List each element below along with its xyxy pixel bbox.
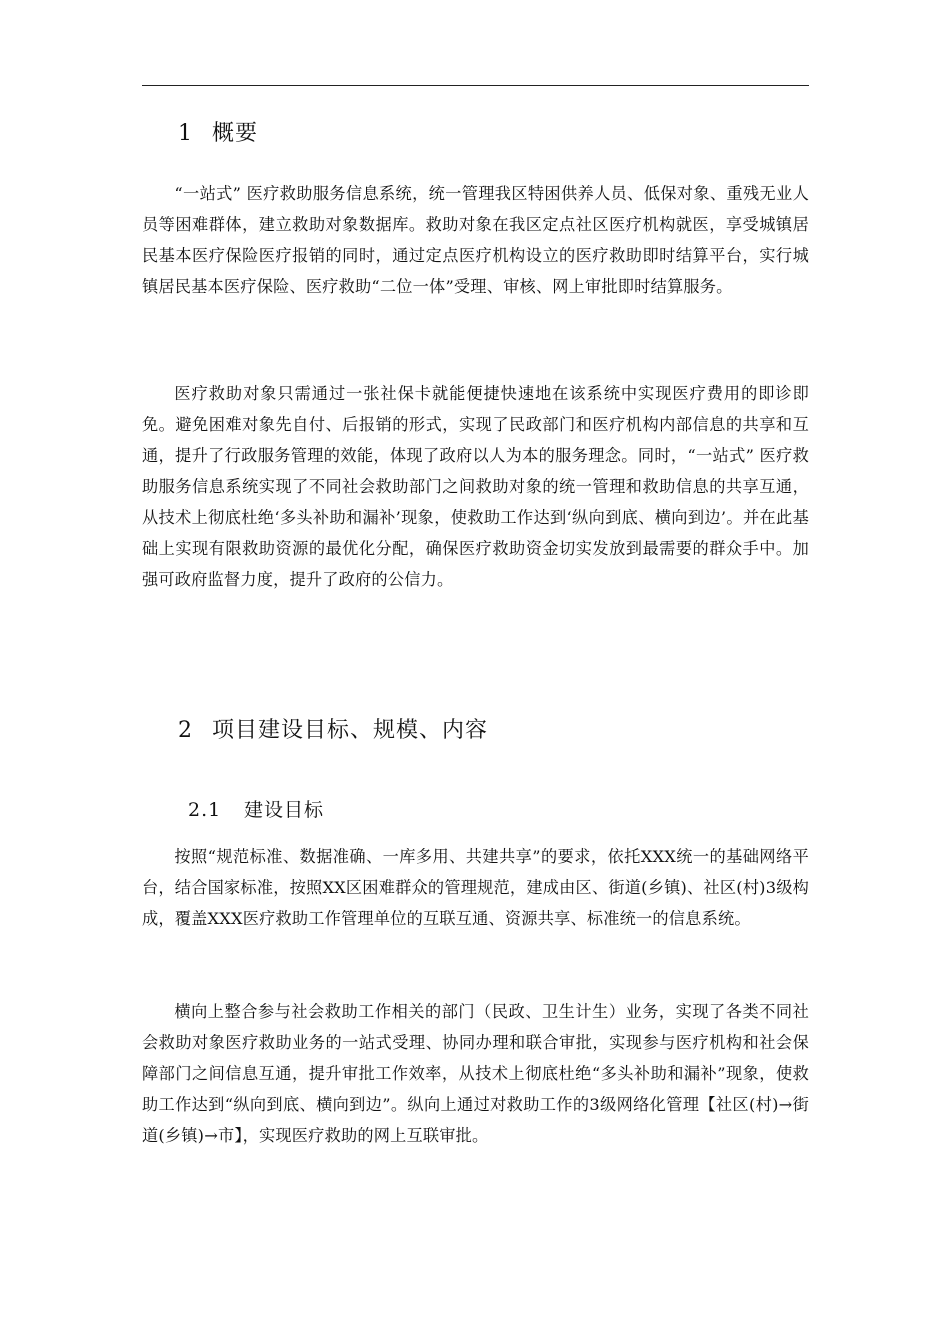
section-2-1-heading — [188, 796, 324, 824]
section-2-1-number: 2.1 — [188, 799, 222, 821]
section-1-title: 概要 — [212, 121, 259, 146]
section-1-paragraph-2: 医疗救助对象只需通过一张社保卡就能便捷快速地在该系统中实现医疗费用的即诊即免。避免困难对象先自付、后报销的形式，实现了民政部门和医疗机构内部信息的共享和互通，提升了行政服务管理的效能，体现了政府以人为本的服务理念。同时，“一站式” 医疗救助服务信息系统实现了不同社会救助部门之间救助对象的统一管理和救助信息的共享互通，从技术上彻底杜绝‘多头补助和漏补’现象，使救助工作达到‘纵向到底、横向到边’。并在此基础上实现有限救助资源的最优化分配，确保医疗救助资金切实发放到最需要的群众手中。加强可政府监督力度，提升了政府的公信力。 — [142, 384, 809, 589]
section-1-number: 1 — [178, 121, 193, 146]
section-2-1-paragraph-1: 按照“规范标准、数据准确、一库多用、共建共享”的要求，依托XXX统一的基础网络平台，结合国家标准，按照XX区困难群众的管理规范，建成由区、街道(乡镇)、社区(村)3级构成，覆盖XXX医疗救助工作管理单位的互联互通、资源共享、标准统一的信息系统。 — [142, 847, 809, 928]
section-2-heading — [178, 716, 488, 746]
section-2-title: 项目建设目标、规模、内容 — [212, 718, 489, 743]
section-2-1-title: 建设目标 — [244, 799, 325, 821]
section-2-number: 2 — [178, 718, 193, 743]
header-rule — [142, 85, 809, 86]
section-2-1-paragraph-2: 横向上整合参与社会救助工作相关的部门（民政、卫生计生）业务，实现了各类不同社会救助对象医疗救助业务的一站式受理、协同办理和联合审批，实现参与医疗机构和社会保障部门之间信息互通，提升审批工作效率，从技术上彻底杜绝“多头补助和漏补”现象，使救助工作达到“纵向到底、横向到边”。纵向上通过对救助工作的3级网络化管理【社区(村)→街道(乡镇)→市】，实现医疗救助的网上互联审批。 — [142, 1002, 809, 1145]
section-1-paragraph-1: “一站式” 医疗救助服务信息系统，统一管理我区特困供养人员、低保对象、重残无业人员等困难群体，建立救助对象数据库。救助对象在我区定点社区医疗机构就医，享受城镇居民基本医疗保险医疗报销的同时，通过定点医疗机构设立的医疗救助即时结算平台，实行城镇居民基本医疗保险、医疗救助“二位一体”受理、审核、网上审批即时结算服务。 — [142, 184, 809, 296]
section-1-heading — [178, 119, 258, 149]
